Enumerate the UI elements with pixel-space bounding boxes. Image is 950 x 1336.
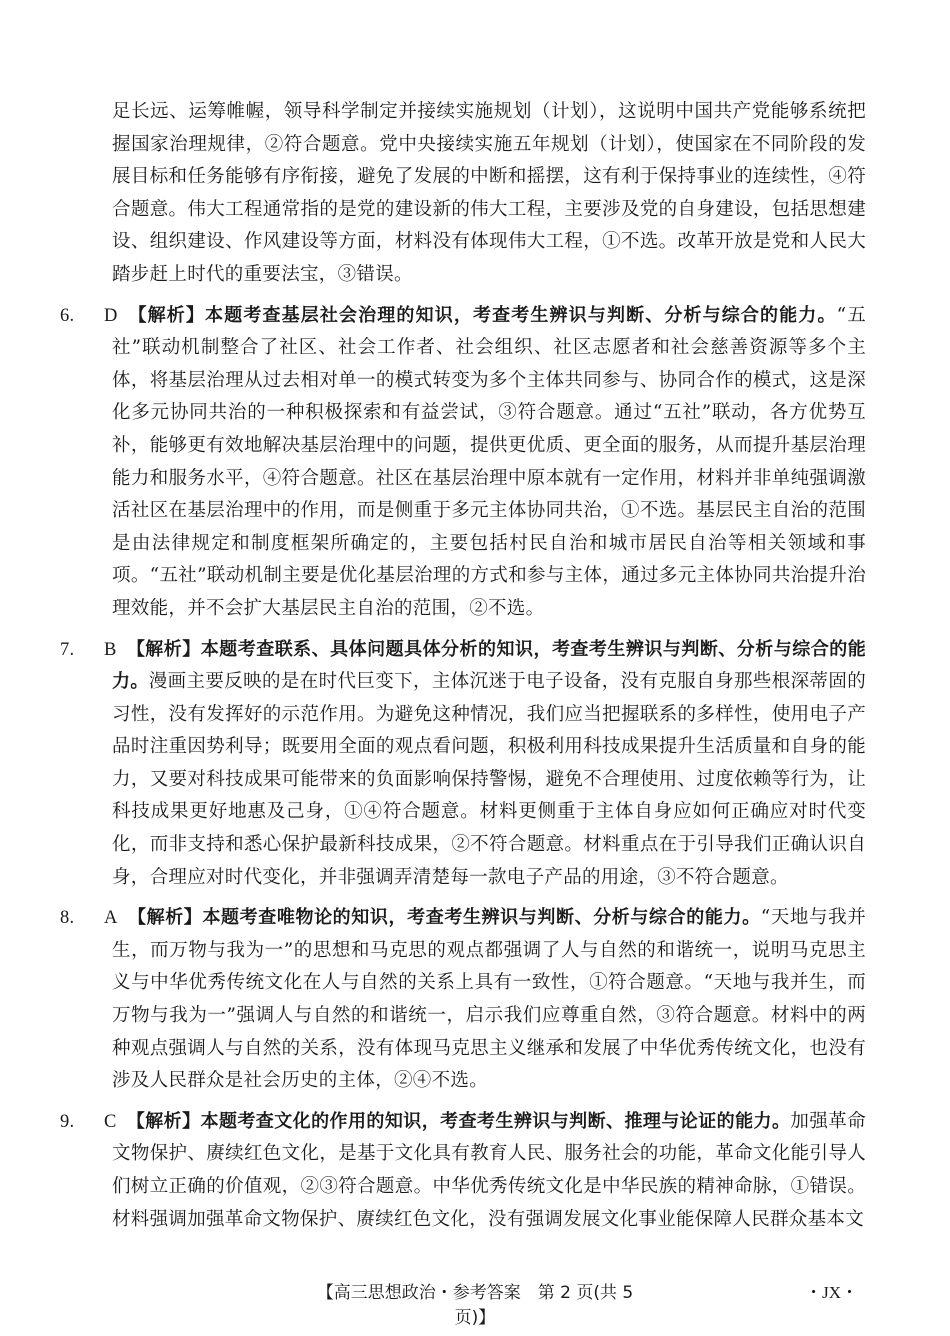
item-analysis-text: 漫画主要反映的是在时代巨变下，主体沉迷于电子设备，没有克服自身那些根深蒂固的习性，没有发挥好的示范作用。为避免这种情况，我们应当把握联系的多样性，使用电子产品时注重因势利导；既要用全面的观点看问题，积极利用科技成果提升生活质量和自身的能力，又要对科技成果可能带来的负面影响保持警惕，避免不合理使用、过度依赖等行为，让科技成果更好地惠及己身，①④符合题意。材料更侧重于主体自身应如何正确应对时代变化，而非支持和悉心保护最新科技成果，②不符合题意。材料重点在于引导我们正确认识自身，合理应对时代变化，并非强调弄清楚每一款电子产品的用途，③不符合题意。 [112,671,866,888]
item-analysis-heading: 【解析】本题考查基层社会治理的知识，考查考生辨识与判断、分析与综合的能力。 [127,304,837,326]
item-analysis-heading: 【解析】本题考查文化的作用的知识，考查考生辨识与判断、推理与论证的能力。 [126,1110,791,1132]
item-analysis-text: “五社”联动机制整合了社区、社会工作者、社会组织、社区志愿者和社会慈善资源等多个主体，将基层治理从过去相对单一的模式转变为多个主体共同参与、协同合作的模式，这是深化多元协同共治的一种积极探索和有益尝试，③符合题意。通过“五社”联动，各方优势互补，能够更有效地解决基层治理中的问题，提供更优质、更全面的服务，从而提升基层治理能力和服务水平，④符合题意。社区在基层治理中原本就有一定作用，材料并非单纯强调激活社区在基层治理中的作用，而是侧重于多元主体协同共治，①不选。基层民主自治的范围是由法律规定和制度框架所确定的，主要包括村民自治和城市居民自治等相关领域和事项。“五社”联动机制主要是优化基层治理的方式和参与主体，通过多元主体协同共治提升治理效能，并不会扩大基层民主自治的范围，②不选。 [112,304,866,619]
item-analysis-text: “天地与我并生，而万物与我为一”的思想和马克思的观点都强调了人与自然的和谐统一，说明马克思主义与中华优秀传统文化在人与自然的关系上具有一致性，①符合题意。“天地与我并生，而万物与我为一”强调人与自然的和谐统一，启示我们应尊重自然，③符合题意。材料中的两种观点强调人与自然的关系，没有体现马克思主义继承和发展了中华优秀传统文化，也没有涉及人民群众是社会历史的主体，②④不选。 [112,907,866,1092]
item-analysis-heading: 【解析】本题考查唯物论的知识，考查考生辨识与判断、分析与综合的能力。 [127,907,761,929]
continuation-paragraph [86,96,866,292]
page-footer [0,1278,950,1328]
item-analysis-text: 加强革命文物保护、赓续红色文化，是基于文化具有教育人民、服务社会的功能，革命文化能引导人们树立正确的价值观，②③符合题意。中华优秀传统文化是中华民族的精神命脉，①错误。材料强调加强革命文物保护、赓续红色文化，没有强调发展文化事业能保障人民群众基本文 [112,1110,867,1230]
footer-region-code: ・JX・ [805,1283,858,1302]
answer-item-9 [60,1106,867,1236]
item-number: 9. [60,1111,75,1132]
answer-item-7 [60,634,866,895]
item-number: 8. [60,908,75,929]
answer-content [60,96,867,1236]
footer-page-info: 【高三思想政治・参考答案 第 2 页(共 5 页)】 [316,1283,634,1328]
item-answer: B [104,639,117,660]
answer-item-8 [60,902,866,1098]
item-answer: C [104,1111,117,1132]
item-number: 6. [60,305,75,326]
item-number: 7. [60,639,75,660]
item-answer: A [104,908,118,929]
item-answer: D [104,305,118,326]
paragraph-text: 足长远、运筹帷幄，领导科学制定并接续实施规划（计划），这说明中国共产党能够系统把握国家治理规律，②符合题意。党中央接续实施五年规划（计划），使国家在不同阶段的发展目标和任务能够有序衔接，避免了发展的中断和摇摆，这有利于保持事业的连续性，④符合题意。伟大工程通常指的是党的建设新的伟大工程，主要涉及党的自身建设，包括思想建设、组织建设、作风建设等方面，材料没有体现伟大工程，①不选。改革开放是党和人民大踏步赶上时代的重要法宝，③错误。 [112,101,866,285]
answer-item-6 [60,300,866,626]
item-analysis-heading: 【解析】本题考查联系、具体问题具体分析的知识，考查考生辨识与判断、分析与综合的能力。 [112,638,866,693]
